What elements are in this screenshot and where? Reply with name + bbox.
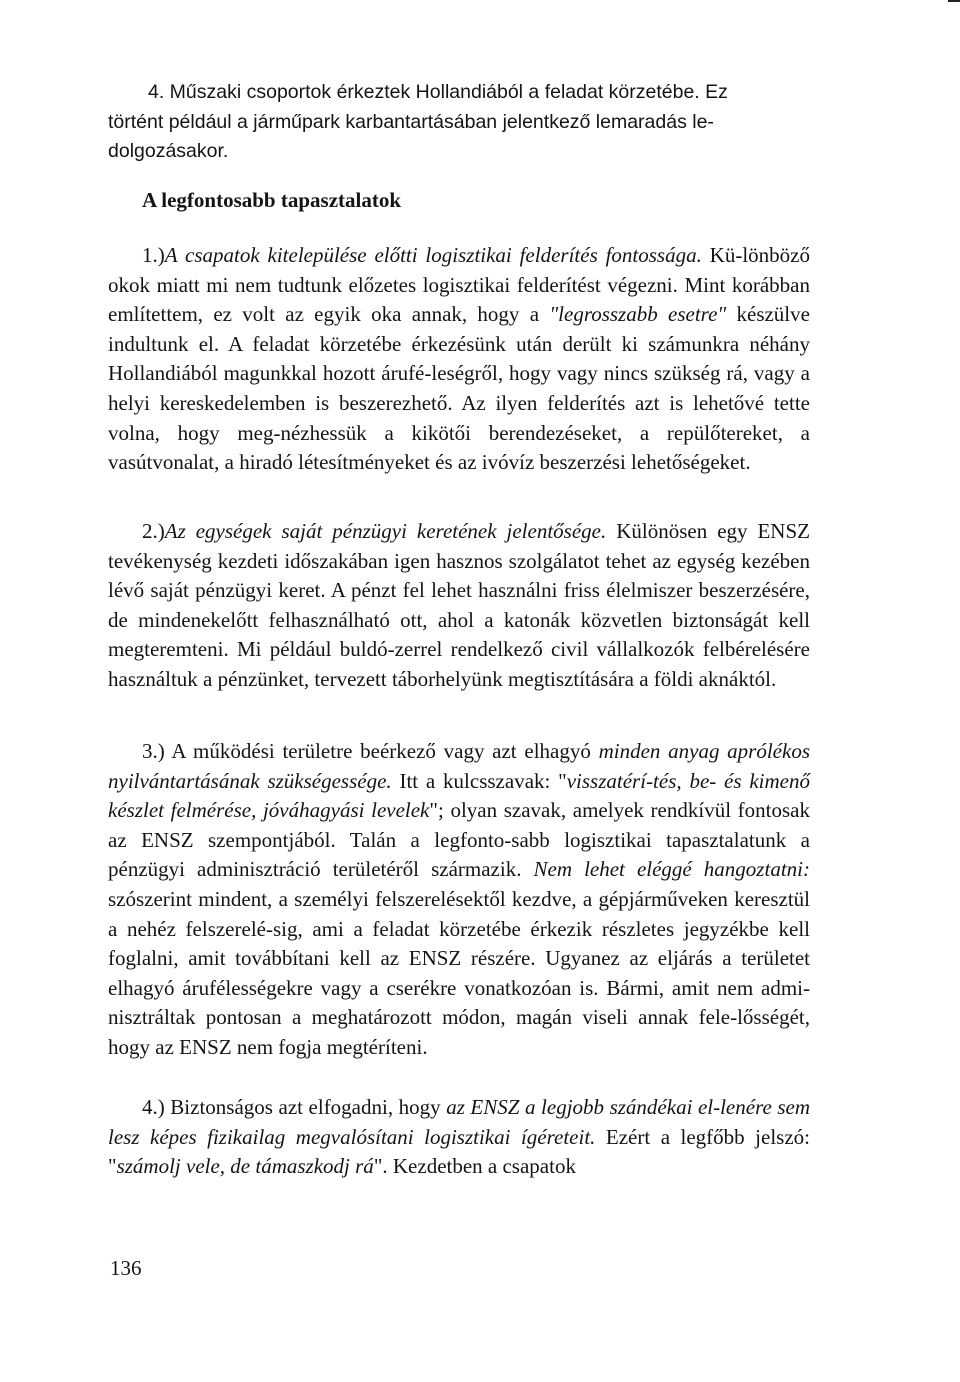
- section-3-paragraph: [108, 737, 810, 1063]
- section-1-body-a: Kü-lönböző okok miatt mi nem tudtunk előzetes logisztikai felderítést végezni. Mint korábban említettem, ez volt az egyik oka annak, hogy a: [108, 243, 810, 327]
- section-4-body-b: ". Kezdetben a csapatok: [373, 1154, 576, 1179]
- section-1: [108, 241, 810, 478]
- section-1-title: A csapatok kitelepülése előtti logisztikai felderítés fontossága.: [164, 243, 702, 267]
- section-2-number: 2.): [142, 519, 165, 543]
- section-1-body-b: készülve indultunk el. A feladat körzetébe érkezésünk után derült ki számunkra néhány Hollandiából magunkkal hozott árufé-leségről, hogy vagy nincs szükség rá, vagy a helyi kereskedelemben is beszerezhető. Az ilyen felderítés azt is lehetővé tette volna, hogy meg-nézhessük a kikötői berendezéseket, a repülőtereket, a vasútvonalat, a hiradó létesítményeket és az ivóvíz beszerzési lehetőségeket.: [108, 302, 810, 475]
- section-4-number: 4.): [142, 1095, 165, 1119]
- section-3-lead: A működési területre beérkező vagy azt elhagyó: [164, 739, 599, 763]
- page-number: 136: [110, 1256, 142, 1280]
- intro-line-3: dolgozásakor.: [108, 140, 229, 163]
- paragraph-4-intro: [108, 78, 810, 167]
- section-4-lead: Biztonságos azt elfogadni, hogy: [164, 1095, 447, 1119]
- section-2-paragraph: [108, 517, 810, 695]
- section-3-body-b: "; olyan szavak, amelyek rendkívül fontosak az ENSZ szempontjából. Talán a legfonto-sabb logisztikai tapasztalatunk a pénzügyi adminisztráció területéről származik.: [108, 798, 810, 882]
- section-2-body: Különösen egy ENSZ tevékenység kezdeti időszakában igen hasznos szolgálatot tehet az egység kezében lévő saját pénzügyi keret. A pénzt fel lehet használni friss élelmiszer beszerzésére, de mindenekelőtt felhasználható ott, ahol a katonák közvetlen biztonságát kell megteremteni. Mi például buldó-zerrel rendelkező civil vállalkozók felbérelésére használtuk a pénzünket, tervezett táborhelyünk megtisztítására a földi aknáktól.: [108, 519, 810, 691]
- section-3: [108, 737, 810, 1063]
- section-2-title: Az egységek saját pénzügyi keretének jelentősége.: [164, 519, 607, 543]
- section-4-body-a: Ezért a legfőbb jelszó: ": [108, 1124, 810, 1179]
- section-3-emphasis: Nem lehet eléggé hangoztatni:: [533, 857, 810, 882]
- section-4-paragraph: [108, 1093, 810, 1182]
- section-4-title: az ENSZ a legjobb szándékai el-lenére sem lesz képes fizikailag megvalósítani logisztikai ígéreteit.: [108, 1095, 810, 1149]
- section-1-quote: "legrosszabb esetre": [549, 302, 727, 327]
- intro-line-1: 4. Műszaki csoportok érkeztek Hollandiából a feladat körzetébe. Ez: [148, 81, 728, 103]
- section-2: [108, 517, 810, 695]
- intro-line-2: történt például a járműpark karbantartásában jelentkező lemaradás le-: [108, 110, 714, 133]
- section-3-keywords: visszatérí-tés, be- és kimenő készlet felmérése, jóváhagyási levelek: [108, 768, 810, 823]
- section-3-body-a: Itt a kulcsszavak: ": [391, 768, 567, 793]
- section-heading: A legfontosabb tapasztalatok: [142, 188, 402, 212]
- section-4-slogan: számolj vele, de támaszkodj rá: [116, 1154, 374, 1179]
- section-3-number: 3.): [142, 739, 165, 763]
- scan-corner-mark: [948, 0, 960, 2]
- section-3-title: minden anyag aprólékos nyilvántartásának szükségessége.: [108, 739, 810, 793]
- section-1-number: 1.): [142, 243, 165, 267]
- section-4: [108, 1093, 810, 1182]
- section-3-body-c: szószerint mindent, a személyi felszerelésektől kezdve, a gépjárműveken keresztül a nehéz felszerelé-sig, ami a feladat körzetébe érkezik részletes jegyzékbe kell foglalni, amit továbbítani kell az ENSZ részére. Ugyanez az eljárás a területet elhagyó árufélességekre vagy a cserékre vonatkozóan is. Bármi, amit nem admi-nisztráltak pontosan a meghatározott módon, magán viseli annak fele-lősségét, hogy az ENSZ nem fogja megtéríteni.: [108, 886, 810, 1059]
- section-1-paragraph: [108, 241, 810, 478]
